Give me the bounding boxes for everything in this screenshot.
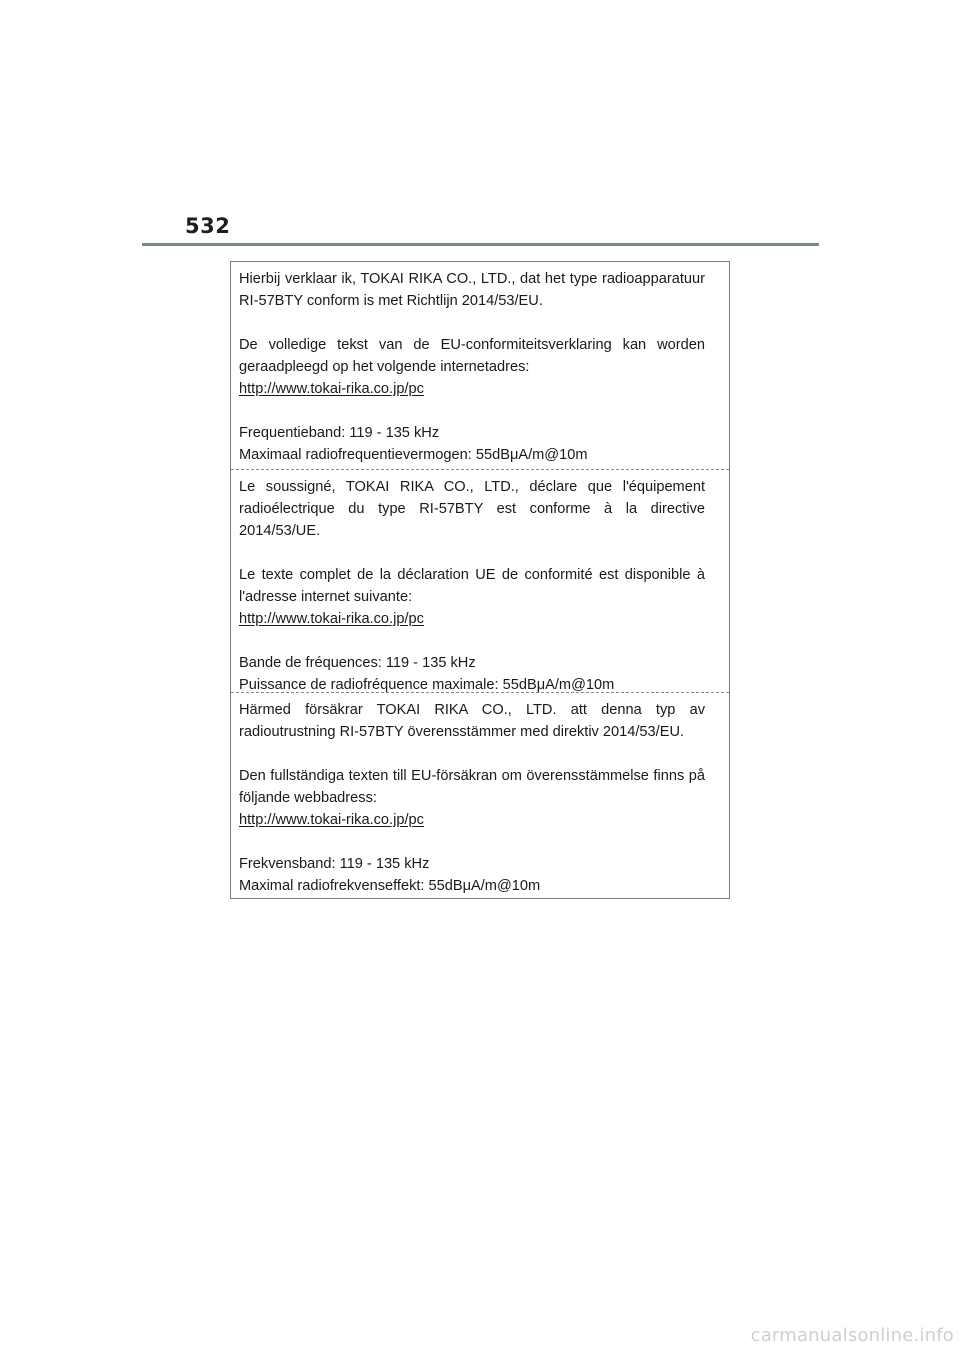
declaration-text: Hierbij verklaar ik, TOKAI RIKA CO., LTD., dat het type radioapparatuur RI-57BTY conform is met Richtlijn 2014/53/EU. [239, 271, 705, 309]
declaration-url-link[interactable]: http://www.tokai-rika.co.jp/pc [239, 381, 424, 397]
declaration-text: Härmed försäkrar TOKAI RIKA CO., LTD. att denna typ av radioutrustning RI-57BTY överensstämmer med direktiv 2014/53/EU. [239, 702, 705, 740]
frequency-band: Bande de fréquences: 119 - 135 kHz [239, 655, 476, 671]
frequency-band: Frequentieband: 119 - 135 kHz [239, 425, 440, 441]
watermark: carmanualsonline.info [750, 1325, 954, 1346]
max-power: Maximal radiofrekvenseffekt: 55dBμA/m@10m [239, 878, 541, 894]
page-number: 532 [185, 214, 231, 238]
eu-declaration-box [230, 261, 730, 899]
max-power: Puissance de radiofréquence maximale: 55dBμA/m@10m [239, 677, 615, 693]
declaration-section-french [231, 469, 729, 693]
declaration-section-swedish [231, 692, 729, 898]
declaration-url-link[interactable]: http://www.tokai-rika.co.jp/pc [239, 812, 424, 828]
declaration-section-dutch [231, 268, 729, 470]
full-text-notice: De volledige tekst van de EU-conformiteitsverklaring kan worden geraadpleegd op het volgende internetadres: [239, 337, 705, 375]
declaration-url-link[interactable]: http://www.tokai-rika.co.jp/pc [239, 611, 424, 627]
max-power: Maximaal radiofrequentievermogen: 55dBμA/m@10m [239, 447, 588, 463]
full-text-notice: Le texte complet de la déclaration UE de conformité est disponible à l'adresse internet suivante: [239, 567, 705, 605]
declaration-text: Le soussigné, TOKAI RIKA CO., LTD., déclare que l'équipement radioélectrique du type RI-57BTY est conforme à la directive 2014/53/UE. [239, 479, 705, 539]
full-text-notice: Den fullständiga texten till EU-försäkran om överensstämmelse finns på följande webbadress: [239, 768, 705, 806]
header-rule [142, 243, 819, 246]
frequency-band: Frekvensband: 119 - 135 kHz [239, 856, 430, 872]
